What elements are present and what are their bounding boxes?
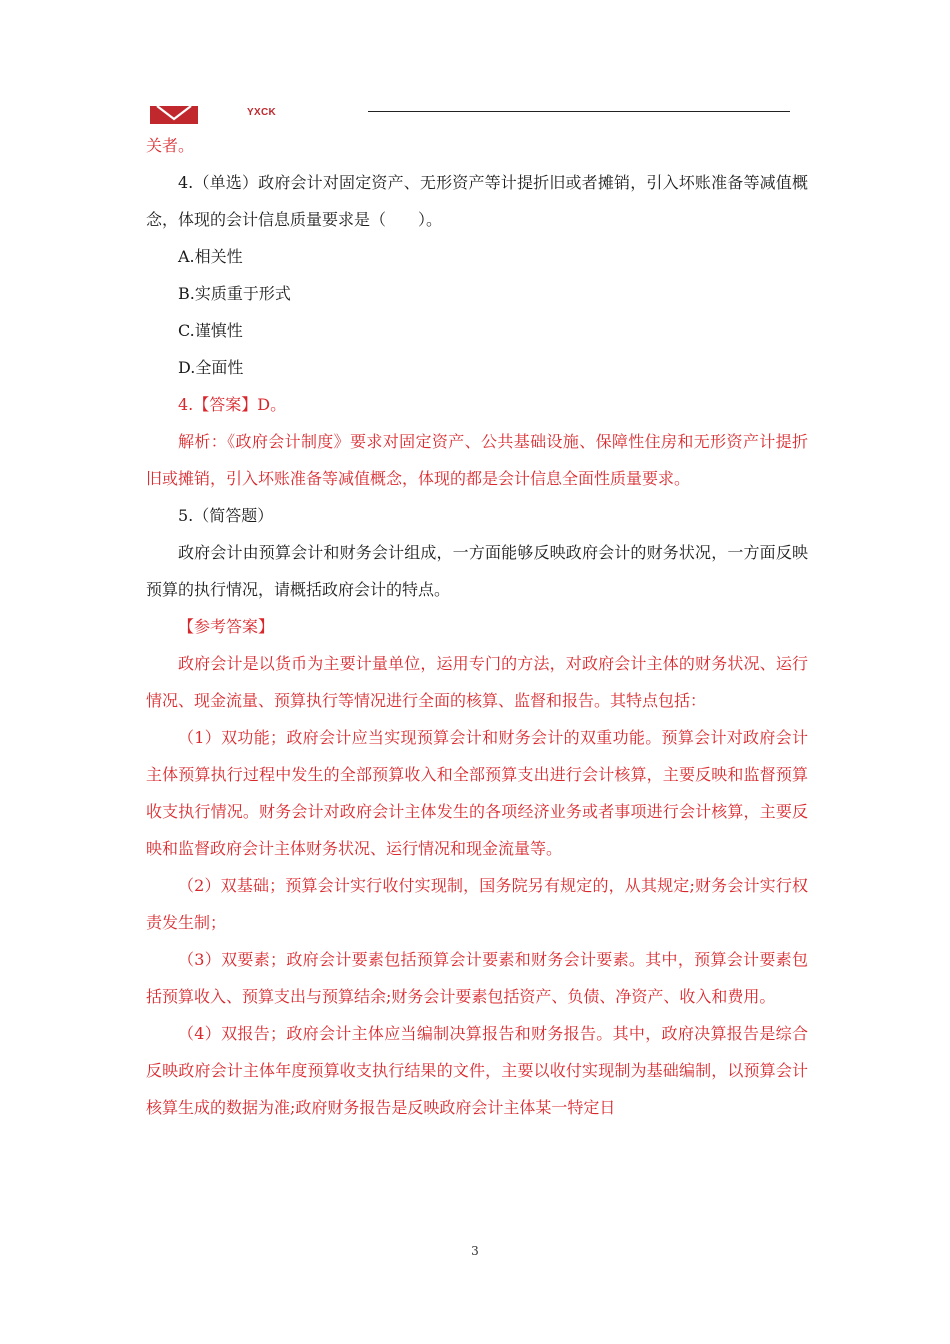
question-4-analysis: 解析：《政府会计制度》要求对固定资产、公共基础设施、保障性住房和无形资产计提折旧或摊销，引入坏账准备等减值概念，体现的都是会计信息全面性质量要求。 xyxy=(146,432,808,488)
question-4-option-c: C.谨慎性 xyxy=(178,321,243,340)
question-5-stem: 政府会计由预算会计和财务会计组成，一方面能够反映政府会计的财务状况，一方面反映预算的执行情况，请概括政府会计的特点。 xyxy=(146,543,808,599)
envelope-icon xyxy=(150,106,198,124)
question-5-reference-label: 【参考答案】 xyxy=(178,617,275,636)
question-4-option-a: A.相关性 xyxy=(178,247,243,266)
header-rule xyxy=(368,111,790,112)
carry-over-text: 关者。 xyxy=(146,136,195,155)
question-5-intro: 政府会计是以货币为主要计量单位，运用专门的方法，对政府会计主体的财务状况、运行情况、现金流量、预算执行等情况进行全面的核算、监督和报告。其特点包括： xyxy=(146,654,808,710)
page-number: 3 xyxy=(471,1244,479,1258)
question-5-point-4: （4）双报告；政府会计主体应当编制决算报告和财务报告。其中，政府决算报告是综合反映政府会计主体年度预算收支执行结果的文件，主要以收付实现制为基础编制，以预算会计核算生成的数据为准;政府财务报告是反映政府会计主体某一特定日 xyxy=(146,1024,808,1117)
question-4-option-d: D.全面性 xyxy=(178,358,244,377)
question-4-option-b: B.实质重于形式 xyxy=(178,284,291,303)
brand-logo xyxy=(150,106,198,124)
question-4-stem: 4.（单选）政府会计对固定资产、无形资产等计提折旧或者摊销，引入坏账准备等减值概念，体现的会计信息质量要求是（ ）。 xyxy=(146,173,808,229)
document-body xyxy=(146,127,808,1126)
question-5-point-3: （3）双要素；政府会计要素包括预算会计要素和财务会计要素。其中，预算会计要素包括预算收入、预算支出与预算结余;财务会计要素包括资产、负债、净资产、收入和费用。 xyxy=(146,950,808,1006)
question-4-answer: 4.【答案】D。 xyxy=(178,395,287,414)
brand-text: YXCK xyxy=(247,107,276,118)
question-5-title: 5.（简答题） xyxy=(178,506,274,525)
question-5-point-2: （2）双基础；预算会计实行收付实现制，国务院另有规定的，从其规定;财务会计实行权责发生制； xyxy=(146,876,808,932)
question-5-point-1: （1）双功能；政府会计应当实现预算会计和财务会计的双重功能。预算会计对政府会计主体预算执行过程中发生的全部预算收入和全部预算支出进行会计核算，主要反映和监督预算收支执行情况。财务会计对政府会计主体发生的各项经济业务或者事项进行会计核算，主要反映和监督政府会计主体财务状况、运行情况和现金流量等。 xyxy=(146,728,808,858)
